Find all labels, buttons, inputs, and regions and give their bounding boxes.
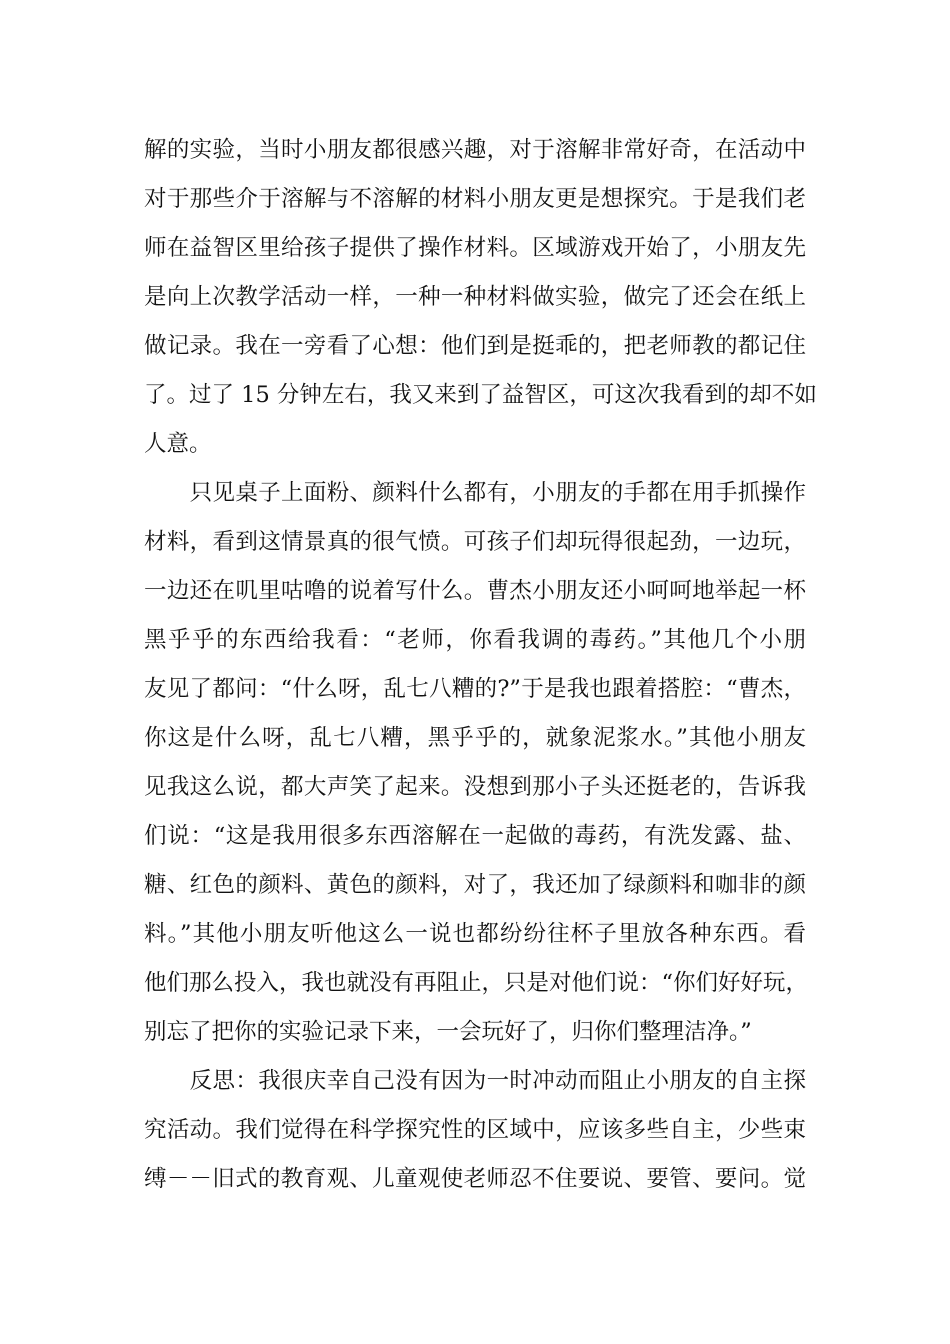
text-line: 黑乎乎的东西给我看：“老师，你看我调的毒药。”其他几个小朋 xyxy=(144,627,806,653)
text-line: 他们那么投入，我也就没有再阻止，只是对他们说：“你们好好玩， xyxy=(144,970,809,996)
text-line: 一边还在叽里咕噜的说着写什么。曹杰小朋友还小呵呵地举起一杯 xyxy=(144,578,806,604)
text-line: 反思：我很庆幸自己没有因为一时冲动而阻止小朋友的自主探 xyxy=(144,1068,806,1094)
text-line: 缚－－旧式的教育观、儿童观使老师忍不住要说、要管、要问。觉 xyxy=(144,1166,806,1192)
text-line: 们说：“这是我用很多东西溶解在一起做的毒药，有洗发露、盐、 xyxy=(144,823,806,849)
text-line: 对于那些介于溶解与不溶解的材料小朋友更是想探究。于是我们老 xyxy=(144,186,806,212)
text-line: 了。过了 15 分钟左右，我又来到了益智区，可这次我看到的却不如 xyxy=(144,382,817,408)
text-line: 料。”其他小朋友听他这么一说也都纷纷往杯子里放各种东西。看 xyxy=(144,921,806,947)
text-line: 解的实验，当时小朋友都很感兴趣，对于溶解非常好奇，在活动中 xyxy=(144,137,806,163)
text-line: 人意。 xyxy=(144,431,212,457)
text-line: 糖、红色的颜料、黄色的颜料，对了，我还加了绿颜料和咖非的颜 xyxy=(144,872,806,898)
text-line: 别忘了把你的实验记录下来，一会玩好了，归你们整理洁净。” xyxy=(144,1019,752,1045)
text-line: 是向上次教学活动一样，一种一种材料做实验，做完了还会在纸上 xyxy=(144,284,806,310)
text-line: 你这是什么呀，乱七八糟，黑乎乎的，就象泥浆水。”其他小朋友 xyxy=(144,725,806,751)
text-line: 友见了都问：“什么呀，乱七八糟的?”于是我也跟着搭腔：“曹杰， xyxy=(144,676,806,702)
text-line: 材料，看到这情景真的很气愤。可孩子们却玩得很起劲，一边玩， xyxy=(144,529,806,555)
text-line: 见我这么说，都大声笑了起来。没想到那小子头还挺老的，告诉我 xyxy=(144,774,806,800)
text-line: 做记录。我在一旁看了心想：他们到是挺乖的，把老师教的都记住 xyxy=(144,333,806,359)
text-line: 究活动。我们觉得在科学探究性的区域中，应该多些自主，少些束 xyxy=(144,1117,806,1143)
text-line: 只见桌子上面粉、颜料什么都有，小朋友的手都在用手抓操作 xyxy=(144,480,806,506)
text-line: 师在益智区里给孩子提供了操作材料。区域游戏开始了，小朋友先 xyxy=(144,235,806,261)
